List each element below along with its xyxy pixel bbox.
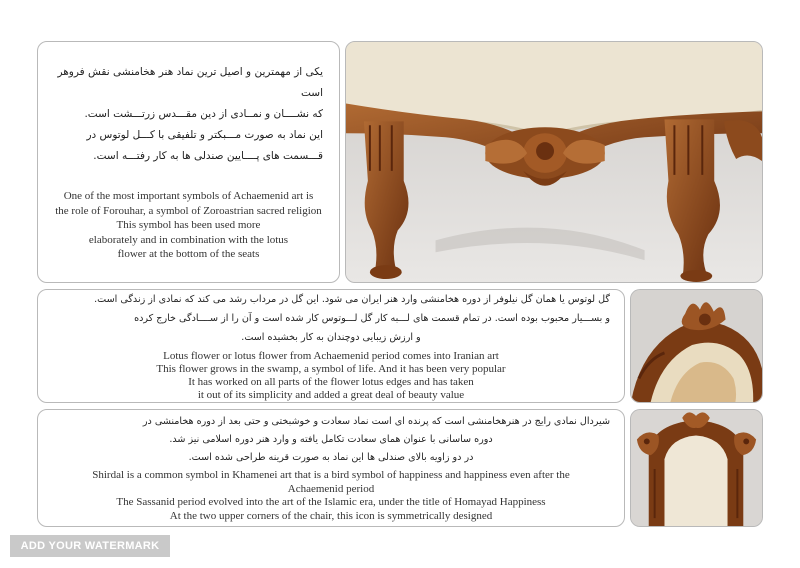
en-line: This flower grows in the swamp, a symbol of life. And it has been very popular bbox=[156, 363, 506, 375]
en-line: At the two upper corners of the chair, this icon is symmetrically designed bbox=[169, 509, 493, 522]
carved-bench-base-photo bbox=[345, 41, 763, 283]
en-line: The Sassanid period evolved into the art of the Islamic era, under the title of Homayad Happiness bbox=[116, 496, 546, 508]
lotus-carving-photo bbox=[630, 289, 763, 403]
en-line: It has worked on all parts of the flower lotus edges and has taken bbox=[188, 376, 474, 388]
section3-persian-text bbox=[52, 413, 610, 467]
fa-line: که نشــــان و نمــادی از دین مقـــدس زرتـــشت است. bbox=[84, 108, 323, 121]
section2-english-text bbox=[52, 350, 610, 402]
carved-bench-base-image bbox=[346, 42, 762, 282]
section3-english-text bbox=[52, 469, 610, 523]
fa-line: و بســـیار محبوب بوده است. در تمام قسمت های لـــبه کار گل لـــوتوس کار شده است و آن را از ســــادگی خارج کرده bbox=[134, 313, 610, 324]
chair-back-shirdal-image bbox=[631, 410, 762, 526]
en-line: flower at the bottom of the seats bbox=[117, 248, 260, 261]
en-line: One of the most important symbols of Achaemenid art is bbox=[63, 190, 314, 203]
lotus-carving-image bbox=[631, 290, 762, 402]
fa-line: دوره ساسانی با عنوان همای سعادت تکامل یافته و وارد هنر دوره اسلامی نیز شد. bbox=[169, 434, 493, 445]
section3-text-panel bbox=[37, 409, 625, 527]
en-line: Lotus flower or lotus flower from Achaemenid period comes into Iranian art bbox=[163, 350, 499, 362]
en-line: it out of its simplicity and added a great deal of beauty value bbox=[197, 389, 465, 401]
section2-text-panel bbox=[37, 289, 625, 403]
section1-persian-text bbox=[54, 62, 323, 167]
section2-persian-text bbox=[52, 290, 610, 347]
watermark-badge: ADD YOUR WATERMARK bbox=[10, 535, 170, 557]
fa-line: گل لوتوس یا همان گل نیلوفر از دوره هخامنشی وارد هنر ایران می شود. این گل در مرداب رشد می کند که نمادی از زندگی است. bbox=[94, 294, 610, 305]
fa-line: قـــسمت های پــــایین صندلی ها به کار رفتـــه است. bbox=[93, 150, 323, 163]
chair-back-shirdal-photo bbox=[630, 409, 763, 527]
en-line: the role of Forouhar, a symbol of Zoroastrian sacred religion bbox=[55, 204, 322, 217]
en-line: Achaemenid period bbox=[287, 482, 375, 495]
fa-line: و ارزش زیبایی دوچندان به کار بخشیده است. bbox=[241, 332, 421, 343]
fa-line: شیردال نمادی رایج در هنرهخامنشی است که پرنده ای است نماد سعادت و خوشبختی و حتی بعد از دوره هخامنشی در bbox=[142, 416, 610, 427]
fa-line: این نماد به صورت مـــبکتر و تلفیقی با کـــل لوتوس در bbox=[86, 129, 323, 142]
en-line: Shirdal is a common symbol in Khamenei art that is a bird symbol of happiness and happiness even after the bbox=[92, 469, 570, 481]
fa-line: در دو زاویه بالای صندلی ها این نماد به صورت قرینه طراحی شده است. bbox=[188, 452, 474, 463]
section1-text-panel bbox=[37, 41, 340, 283]
en-line: elaborately and in combination with the lotus bbox=[88, 233, 289, 246]
section1-english-text bbox=[54, 189, 323, 262]
fa-line: یکی از مهمترین و اصیل ترین نماد هنر هخامنشی نقش فروهر است bbox=[57, 66, 323, 100]
en-line: This symbol has been used more bbox=[116, 219, 261, 232]
